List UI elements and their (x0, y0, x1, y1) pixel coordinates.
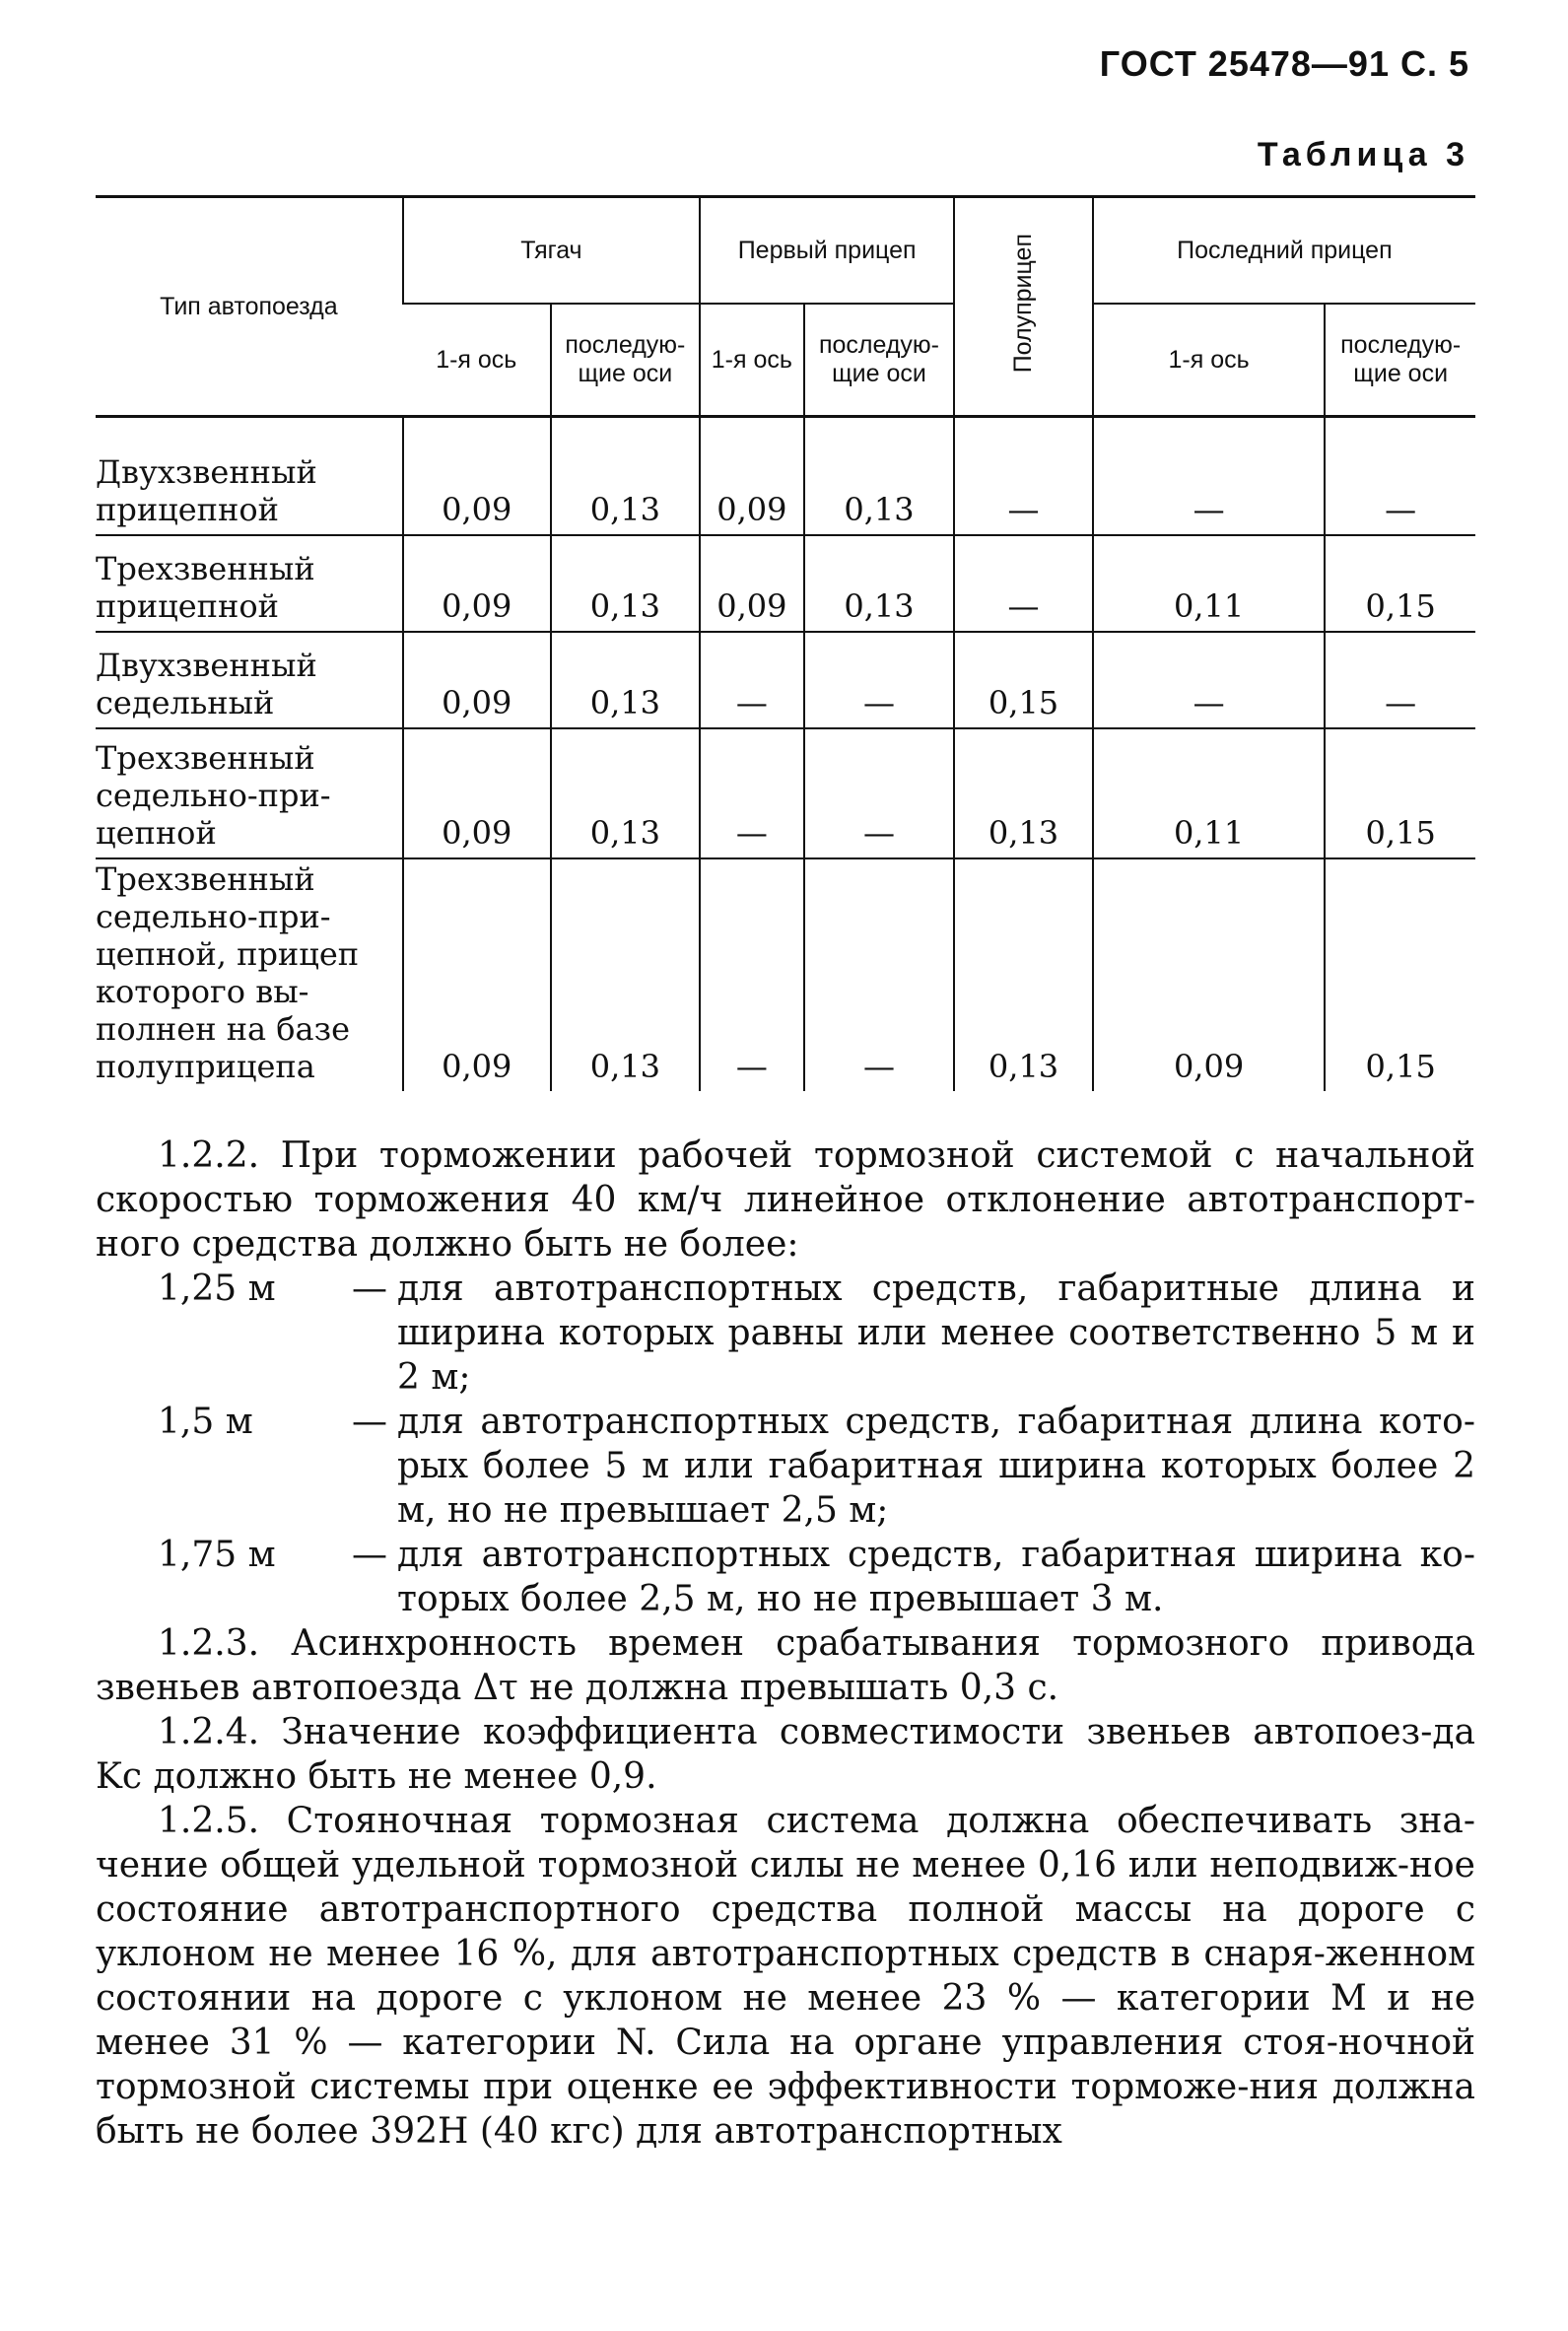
paragraph-1-2-2: 1.2.2. При торможении рабочей тормозной системой с начальной скоростью торможения 40 км/ч линейное отклонение автотранспорт-ного средства должно быть не более: (96, 1135, 1475, 1265)
cell: — (1325, 632, 1475, 728)
col-header-type: Тип автопоезда (96, 197, 403, 417)
cell: — (700, 728, 804, 858)
definition-item: 1,75 м — для автотранспортных средств, габаритная ширина ко-торых более 2,5 м, но не превышает 3 м. (96, 1533, 1475, 1621)
cell: 0,13 (551, 417, 700, 535)
cell: 0,09 (403, 535, 551, 632)
paragraph-1-2-5: 1.2.5. Стояночная тормозная система должна обеспечивать зна-чение общей удельной тормозной силы не менее 0,16 или неподвиж-ное состояние автотранспортного средства полной массы на дороге с уклоном не менее 16 %, для автотранспортных средств в снаря-женном состоянии на дороге с уклоном не менее 23 % — категории M и не менее 31 % — категории N. Сила на органе управления стоя-ночной тормозной системы при оценке ее эффективности торможе-ния должна быть не более 392Н (40 кгс) для автотранспортных (96, 1801, 1475, 2152)
cell: — (1325, 417, 1475, 535)
cell: 0,11 (1093, 728, 1326, 858)
sub-header-tractor-first-axle: 1-я ось (436, 345, 517, 374)
table-row (96, 728, 1475, 858)
row-name: Двухзвенный седельный (96, 632, 403, 728)
sub-header-tractor-next-axles: последую-щие оси (551, 304, 700, 417)
table-row (96, 535, 1475, 632)
semitrailer-label: Полуприцеп (1009, 233, 1038, 374)
cell: — (1093, 417, 1326, 535)
definition-desc: для автотранспортных средств, габаритная ширина ко-торых более 2,5 м, но не превышает 3 м. (397, 1535, 1475, 1619)
definition-term: 1,5 м (158, 1402, 253, 1442)
cell: 0,09 (1093, 858, 1326, 1091)
cell: 0,09 (403, 417, 551, 535)
definition-term: 1,25 м (158, 1268, 276, 1309)
cell: — (804, 858, 955, 1091)
brake-force-table (96, 195, 1475, 1091)
cell: 0,15 (954, 632, 1093, 728)
col-header-semitrailer (954, 197, 1093, 417)
cell: 0,13 (551, 535, 700, 632)
cell: 0,13 (551, 728, 700, 858)
definition-term: 1,75 м (158, 1535, 276, 1575)
table-label: Таблица 3 (1257, 136, 1469, 173)
cell: — (1093, 632, 1326, 728)
row-name: Трехзвенный седельно-при-цепной, прицеп которого вы-полнен на базе полуприцепа (96, 859, 360, 1085)
definition-item: 1,5 м — для автотранспортных средств, габаритная длина кото-рых более 5 м или габаритная ширина которых более 2 м, но не превышает 2,5 м; (96, 1400, 1475, 1533)
paragraph-1-2-3: 1.2.3. Асинхронность времен срабатывания тормозного привода звеньев автопоезда Δτ не должна превышать 0,3 с. (96, 1623, 1475, 1708)
cell: 0,13 (804, 535, 955, 632)
cell: — (954, 417, 1093, 535)
cell: 0,15 (1325, 858, 1475, 1091)
col-header-last-trailer: Последний прицеп (1093, 197, 1475, 305)
cell: 0,13 (954, 728, 1093, 858)
cell: 0,13 (954, 858, 1093, 1091)
table-row (96, 858, 1475, 1091)
cell: 0,15 (1325, 535, 1475, 632)
col-header-first-trailer: Первый прицеп (700, 197, 954, 305)
cell: 0,09 (700, 535, 804, 632)
cell: — (700, 858, 804, 1091)
body-text (96, 1133, 1475, 2154)
cell: 0,09 (403, 728, 551, 858)
paragraph-1-2-4: 1.2.4. Значение коэффициента совместимости звеньев автопоез-да Kс должно быть не менее 0,9. (96, 1712, 1475, 1797)
cell: 0,13 (551, 858, 700, 1091)
cell: — (700, 632, 804, 728)
sub-header-first-trailer-first-axle: 1-я ось (700, 304, 804, 417)
page-header: ГОСТ 25478—91 С. 5 (1099, 43, 1469, 84)
row-name: Трехзвенный седельно-при-цепной (96, 728, 403, 858)
definition-item: 1,25 м — для автотранспортных средств, габаритные длина и ширина которых равны или менее соответственно 5 м и 2 м; (96, 1267, 1475, 1400)
cell: 0,09 (403, 858, 551, 1091)
sub-header-last-trailer-next-axles: последую-щие оси (1325, 304, 1475, 417)
row-name: Двухзвенный прицепной (96, 417, 403, 535)
definition-desc: для автотранспортных средств, габаритная длина кото-рых более 5 м или габаритная ширина которых более 2 м, но не превышает 2,5 м; (397, 1402, 1475, 1531)
sub-header-first-trailer-next-axles: последую-щие оси (804, 304, 955, 417)
definition-desc: для автотранспортных средств, габаритные длина и ширина которых равны или менее соответственно 5 м и 2 м; (397, 1268, 1475, 1398)
table-row (96, 632, 1475, 728)
cell: — (804, 632, 955, 728)
cell: 0,13 (804, 417, 955, 535)
row-name: Трехзвенный прицепной (96, 535, 403, 632)
cell: 0,09 (403, 632, 551, 728)
col-header-tractor: Тягач (403, 197, 700, 305)
cell: 0,09 (700, 417, 804, 535)
cell: — (804, 728, 955, 858)
cell: 0,11 (1093, 535, 1326, 632)
cell: 0,13 (551, 632, 700, 728)
sub-header-last-trailer-first-axle: 1-я ось (1093, 304, 1326, 417)
cell: 0,15 (1325, 728, 1475, 858)
table-row (96, 417, 1475, 535)
cell: — (954, 535, 1093, 632)
